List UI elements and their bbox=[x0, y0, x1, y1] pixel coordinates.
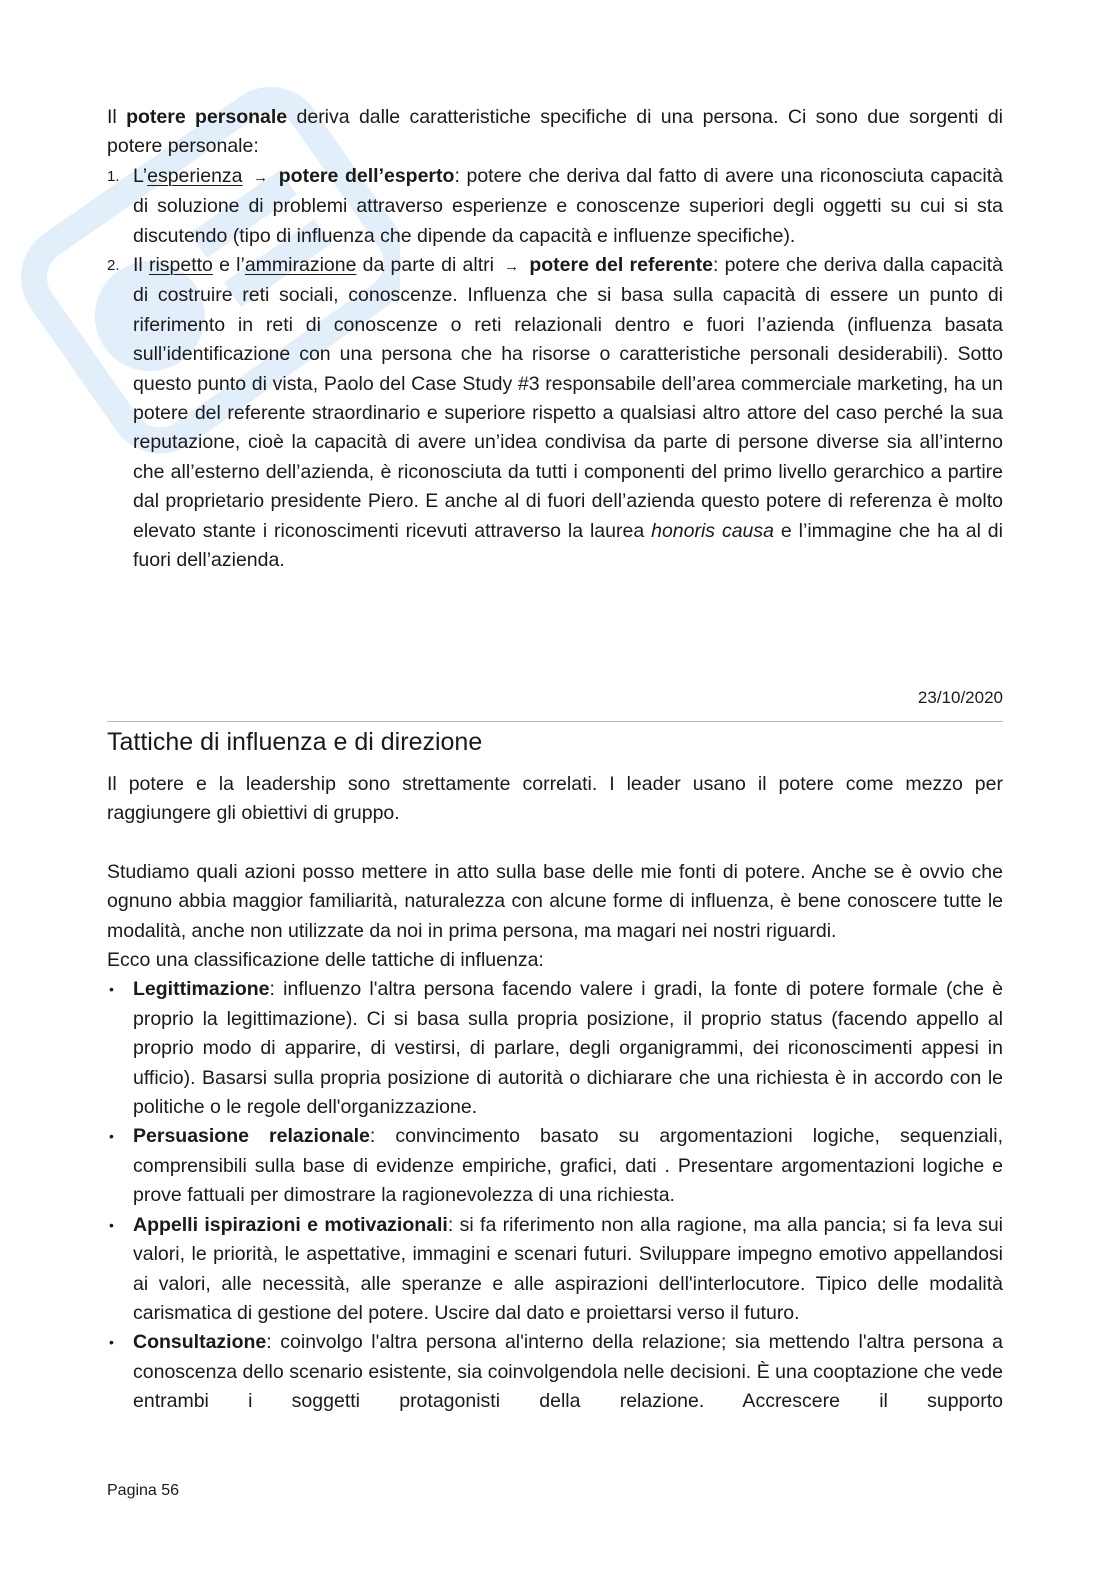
arrow-icon: → bbox=[504, 258, 520, 276]
intro-post: deriva dalle caratteristiche specifiche di una persona. Ci sono due sorgenti di potere personale: bbox=[107, 106, 1003, 158]
item-mid: e l’ bbox=[219, 254, 245, 277]
item-text: : convincimento basato su argomentazioni logiche, sequenziali, comprensibili sulla base di evidenze empiriche, grafici, dati . Presentare argomentazioni logiche e prove fattuali per dimostrare la ragionevolezza di una richiesta. bbox=[133, 1125, 1003, 1207]
item-text: : potere che deriva dalla capacità di costruire reti sociali, conoscenze. Influenza che si basa sulla capacità di essere un punto di riferimento in reti di conoscenze o reti relazionali dentro e fuori l’azienda (influenza basata sull’identificazione con una persona che ha risorse o caratteristiche personali desiderabili). Sotto questo punto di vista, Paolo del Case Study #3 responsabile dell’area commerciale marketing, ha un potere del referente straordinario e superiore rispetto a qualsiasi altro attore del caso perché la sua reputazione, cioè la capacità di avere un’idea condivisa da parte di persone diverse sia all’interno che all’esterno dell’azienda, è riconosciuta da tutti i componenti del primo livello gerarchico a partire dal proprietario presidente Piero. E anche al di fuori dell’azienda questo potere di referenza è molto elevato stante i riconoscimenti ricevuti attraverso la laurea bbox=[133, 254, 1004, 542]
item-pre: L’ bbox=[133, 164, 148, 187]
date-label: 23/10/2020 bbox=[917, 688, 1003, 707]
paragraph-1: Il potere e la leadership sono strettamente correlati. I leader usano il potere come mezzo per raggiungere gli obiettivi di gruppo. bbox=[107, 773, 1003, 825]
item-bold: potere del referente bbox=[529, 254, 713, 277]
bullet-icon: • bbox=[109, 981, 114, 998]
item-bold: potere dell’esperto bbox=[278, 164, 455, 187]
item-tail: e l’immagine che ha al di fuori dell’azienda. bbox=[133, 519, 1003, 572]
list-item bbox=[107, 1122, 1003, 1210]
numbered-list bbox=[107, 162, 1003, 576]
underlined-term: esperienza bbox=[147, 164, 243, 187]
list-number: 1. bbox=[107, 167, 120, 185]
list-item bbox=[107, 1328, 1003, 1416]
paragraph-2: Studiamo quali azioni posso mettere in atto sulla base delle mie fonti di potere. Anche se è ovvio che ognuno abbia maggior familiarità, naturalezza con alcune forme di influenza, è bene conoscere tutte le modalità, anche non utilizzate da noi in prima persona, ma magari nei nostri riguardi. bbox=[107, 860, 1003, 942]
underlined-term: ammirazione bbox=[244, 254, 357, 277]
intro-pre: Il bbox=[107, 106, 117, 128]
list-item bbox=[107, 162, 1003, 251]
item-pre: Il bbox=[133, 254, 143, 277]
bullet-icon: • bbox=[109, 1128, 114, 1145]
intro-bold: potere personale bbox=[126, 106, 288, 128]
section-personal-power bbox=[107, 103, 1003, 576]
divider bbox=[107, 721, 1003, 722]
section-heading: Tattiche di influenza e di direzione bbox=[107, 728, 483, 756]
list-item bbox=[107, 251, 1003, 575]
arrow-icon: → bbox=[253, 168, 269, 186]
item-bold: Consultazione bbox=[133, 1331, 267, 1354]
item-text: : influenzo l'altra persona facendo valere i gradi, la fonte di potere formale (che è proprio la legittimazione). Ci si basa sulla propria posizione, il proprio status (facendo appello al proprio modo di apparire, di vestirsi, di parlare, degli organigrammi, dei riconoscimenti appesi in ufficio). Basarsi sulla propria posizione di autorità o dichiarare che una richiesta è in accordo con le politiche o le regole dell'organizzazione. bbox=[133, 978, 1003, 1119]
list-item bbox=[107, 1211, 1003, 1329]
bullet-icon: • bbox=[109, 1334, 114, 1351]
item-bold: Legittimazione bbox=[133, 978, 270, 1001]
page-number: Pagina 56 bbox=[107, 1482, 180, 1499]
bullet-icon: • bbox=[109, 1216, 114, 1233]
bullet-list bbox=[107, 975, 1003, 1416]
item-bold: Appelli ispirazioni e motivazionali bbox=[133, 1213, 448, 1236]
item-text: : potere che deriva dal fatto di avere una riconosciuta capacità di soluzione di problemi attraverso esperienze e conoscenze superiori degli oggetti su cui si sta discutendo (tipo di influenza che dipende da capacità e influenze specifiche). bbox=[133, 164, 1004, 247]
intro-paragraph bbox=[107, 103, 1003, 162]
underlined-term: rispetto bbox=[148, 254, 213, 277]
item-mid2: da parte di altri bbox=[362, 254, 494, 277]
item-bold: Persuasione relazionale bbox=[133, 1125, 370, 1148]
item-text: : coinvolgo l'altra persona al'interno della relazione; sia mettendo l'altra persona a conoscenza dello scenario esistente, sia coinvolgendola nelle decisioni. È una cooptazione che vede entrambi i soggetti protagonisti della relazione. Accrescere il supporto bbox=[133, 1331, 1003, 1413]
paragraph-3: Ecco una classificazione delle tattiche di influenza: bbox=[107, 949, 544, 972]
list-item bbox=[107, 975, 1003, 1122]
section-influence-tactics bbox=[107, 770, 1003, 1417]
item-italic: honoris causa bbox=[651, 519, 774, 542]
list-number: 2. bbox=[107, 257, 120, 275]
item-text: : si fa riferimento non alla ragione, ma alla pancia; si fa leva sui valori, le priorità, le aspettative, immagini e scenari futuri. Sviluppare impegno emotivo appellandosi ai valori, alle necessità, alle speranze e alle aspirazioni dell'interlocutore. Tipico delle modalità carismatica di gestione del potere. Uscire dal dato e proiettarsi verso il futuro. bbox=[133, 1213, 1003, 1324]
